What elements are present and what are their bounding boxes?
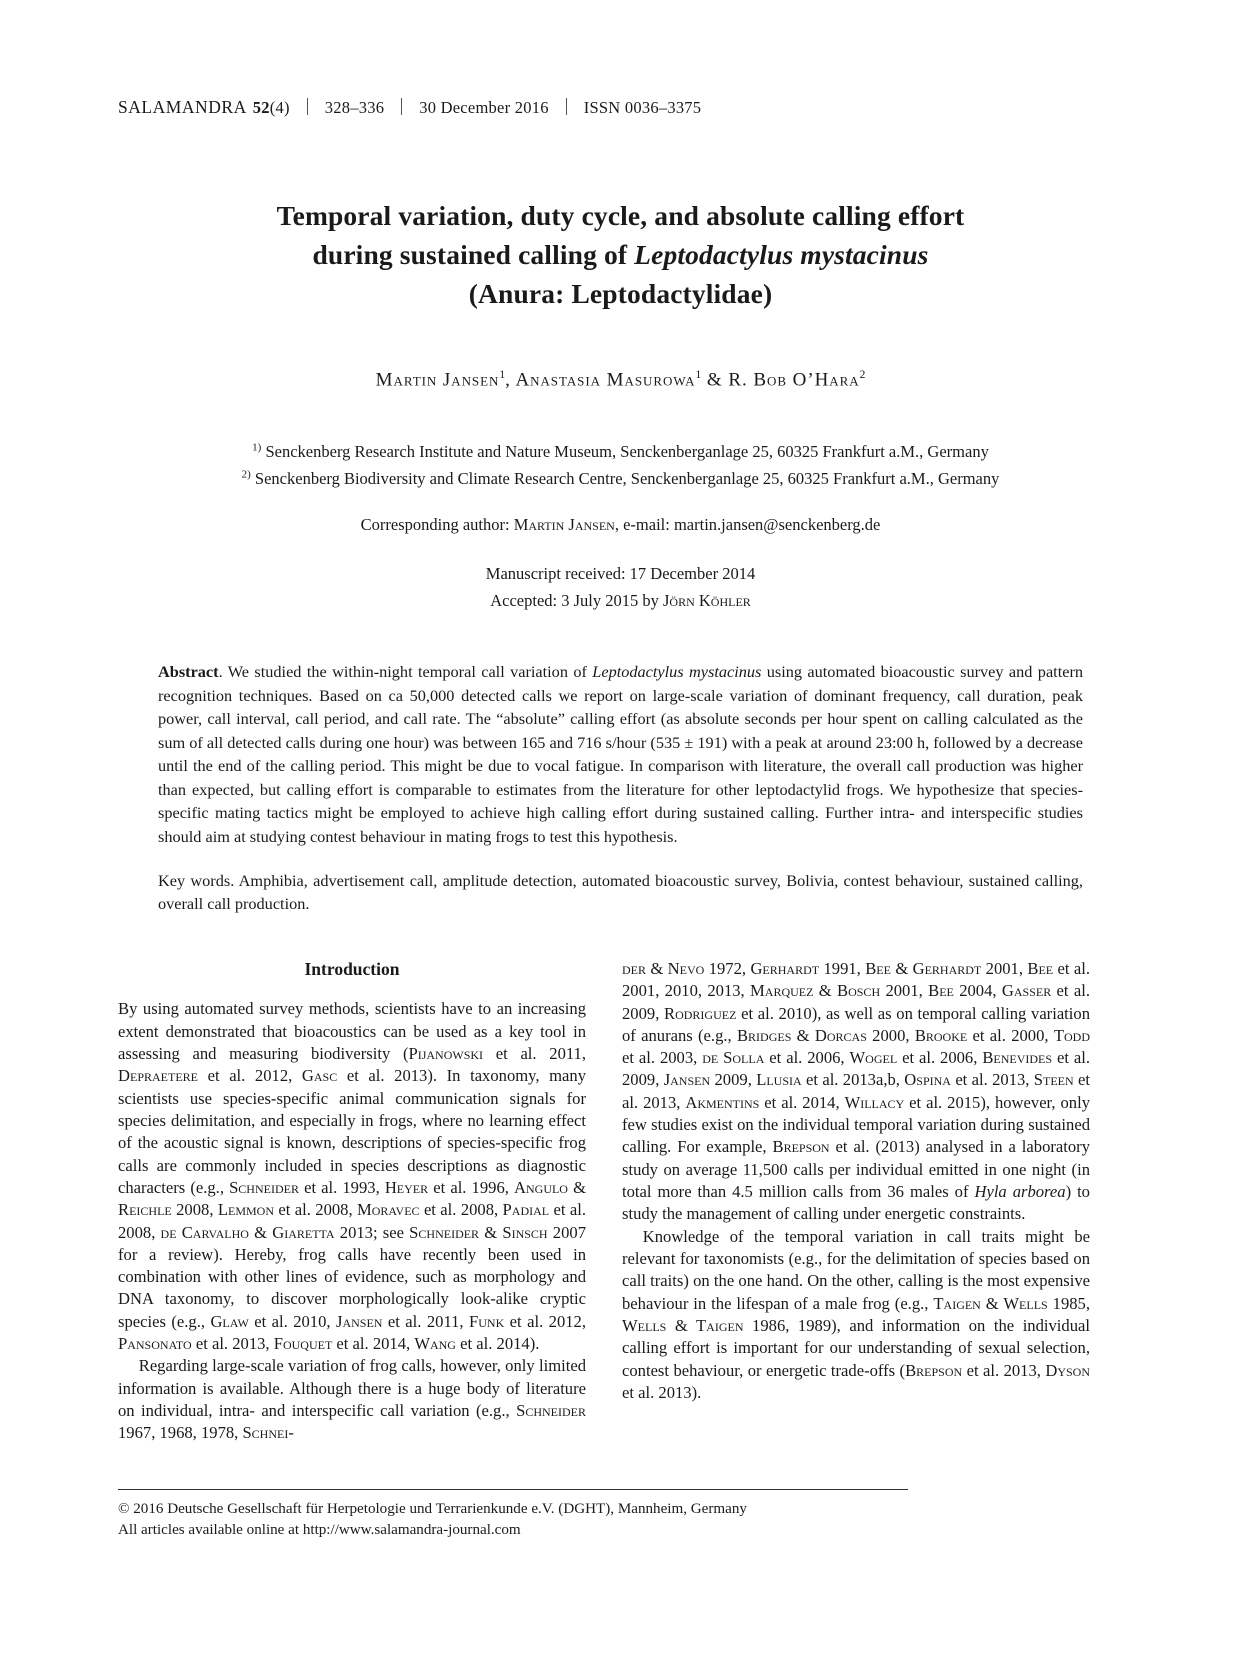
affiliations <box>118 439 1123 492</box>
t: et al. 2010), as well as on temporal calling variation of anurans (e.g., <box>622 1003 1090 1045</box>
t: 2007 for a review). Hereby, frog calls have recently been used in combination with other lines of evidence, such as morphology and DNA taxonomy, to discover morphologically look-alike cryptic species (e.g., <box>118 1222 586 1331</box>
column-right <box>622 958 1090 1445</box>
received-date: Manuscript received: 17 December 2014 <box>485 563 756 583</box>
t: ) to study the management of calling under energetic constraints. <box>622 1182 1090 1224</box>
citation: Jansen <box>335 1311 383 1331</box>
manuscript-dates <box>118 561 1123 614</box>
publication-date: 30 December 2016 <box>419 98 549 117</box>
t: et al. 2008, <box>419 1200 503 1220</box>
body-columns <box>118 958 1123 1445</box>
citation: Marquez & Bosch <box>750 981 881 1001</box>
t: et al. 2013). <box>622 1382 702 1402</box>
t: 1985, <box>1047 1293 1090 1313</box>
t: et al. 2003, <box>622 1048 703 1068</box>
t: et al. (2013) analysed in a laboratory study on average 11,500 calls per individual emitted in one night (in total more than 4.5 million calls from 36 males of <box>622 1137 1090 1201</box>
citation: Taigen & Wells <box>933 1293 1048 1313</box>
t: et al. 2010, <box>248 1311 336 1331</box>
citation: Todd <box>1053 1025 1090 1045</box>
citation: Rodriguez <box>664 1003 737 1023</box>
citation: Steen <box>1033 1070 1074 1090</box>
citation: Heyer <box>384 1177 429 1197</box>
t: et al. 2014). <box>455 1334 540 1354</box>
t: et al. 2009, <box>622 981 1090 1023</box>
t: 1991, <box>819 958 866 978</box>
t: et al. 1996, <box>428 1177 514 1197</box>
citation: Ospina <box>904 1070 951 1090</box>
t: Knowledge of the temporal variation in call traits might be relevant for taxonomists (e.g., for the delimitation of species based on call traits) on the one hand. On the other, calling is the most expensive behaviour in the lifespan of a male frog (e.g., <box>622 1226 1090 1313</box>
citation: Funk <box>469 1311 505 1331</box>
copyright-line: © 2016 Deutsche Gesellschaft für Herpetologie und Terrarienkunde e.V. (DGHT), Mannheim, Germany <box>118 1500 747 1517</box>
citation: Glaw <box>210 1311 249 1331</box>
author-2-affil-marker: 1 <box>695 369 702 382</box>
t: By using automated survey methods, scientists have to an increasing extent demonstrated that bioacoustics can be used as a key tool in assessing and measuring biodiversity ( <box>118 999 586 1064</box>
citation: der & Nevo <box>622 958 705 978</box>
t: 1972, <box>704 958 751 978</box>
citation: Bee & Gerhardt <box>865 958 982 978</box>
citation: Bee <box>1027 958 1054 978</box>
divider <box>401 98 402 115</box>
footer-divider <box>118 1489 908 1490</box>
t: et al. 1993, <box>298 1177 385 1197</box>
affiliation-2-text: Senckenberg Biodiversity and Climate Research Centre, Senckenberganlage 25, 60325 Frankfurt a.M., Germany <box>250 469 1000 489</box>
section-heading-introduction: Introduction <box>304 958 400 979</box>
accepting-editor: Jörn Köhler <box>662 590 751 610</box>
accepted-date <box>118 588 1123 615</box>
citation: Schneider & Sinsch <box>409 1222 548 1242</box>
divider <box>307 98 308 115</box>
citation: Willacy <box>844 1092 905 1112</box>
affiliation-1-marker: 1) <box>252 441 262 454</box>
t: et al. 2001, 2010, 2013, <box>622 958 1090 1001</box>
issue-number: (4) <box>269 98 290 117</box>
citation: Moravec <box>357 1200 420 1220</box>
t: et al. 2000, <box>967 1025 1054 1045</box>
affiliation-1 <box>118 439 1123 466</box>
t: et al. 2006, <box>897 1048 983 1068</box>
title-line-2-prefix: during sustained calling of <box>312 239 635 271</box>
t: 2004, <box>953 981 1002 1001</box>
accepted-label: Accepted: 3 July 2015 by <box>490 590 663 610</box>
t: et al. 2015), however, only few studies exist on the individual temporal variation during sustained calling. For example, <box>622 1092 1091 1157</box>
citation: Wogel <box>849 1048 898 1068</box>
citation: Depraetere <box>118 1066 198 1086</box>
t: 2008, <box>171 1200 218 1220</box>
author-list <box>118 369 1123 391</box>
citation: de Carvalho & Giaretta <box>160 1222 335 1242</box>
author-1-affil-marker: 1 <box>499 369 506 382</box>
citation: Angulo & Reichle <box>118 1177 586 1220</box>
keywords <box>158 869 1083 916</box>
citation: Pansonato <box>118 1334 192 1354</box>
divider <box>566 98 567 115</box>
citation: Dyson <box>1045 1360 1091 1380</box>
running-head <box>118 96 1123 118</box>
t: et al. 2013a,b, <box>801 1070 905 1090</box>
citation: Schneider <box>229 1177 299 1197</box>
t: Regarding large-scale variation of frog calls, however, only limited information is available. Although there is a huge body of literature on individual, intra- and interspecific call variation (e.g., <box>118 1356 586 1421</box>
t: et al. 2013, <box>191 1334 274 1354</box>
page-title <box>118 196 1123 313</box>
t: et al. 2008, <box>274 1200 357 1220</box>
page-range: 328–336 <box>324 98 385 117</box>
journal-name: SALAMANDRA <box>118 97 247 117</box>
citation: Wells & Taigen <box>622 1315 744 1335</box>
t: et al. 2013). In taxonomy, many scientists use species-specific animal communication signals for species delimitation, and especially in frogs, where no learning effect of the acoustic signal is known, descriptions of species-specific frog calls are commonly included in species descriptions as diagnostic characters (e.g., <box>118 1066 586 1197</box>
abstract-species-name: Leptodactylus mystacinus <box>592 662 762 682</box>
abstract-label: Abstract <box>158 662 219 682</box>
author-3-affil-marker: 2 <box>859 369 866 382</box>
citation: Pijanowski <box>408 1044 484 1064</box>
t: et al. 2011, <box>382 1311 470 1331</box>
author-3: R. Bob O’Hara <box>728 369 860 391</box>
affiliation-1-text: Senckenberg Research Institute and Nature Museum, Senckenberganlage 25, 60325 Frankfurt a.M., Germany <box>261 442 989 462</box>
citation: de Solla <box>702 1048 765 1068</box>
paragraph-left-1 <box>118 998 586 1355</box>
t: et al. 2012, <box>197 1066 302 1086</box>
t: 2000, <box>866 1025 915 1045</box>
t: 2001, <box>981 958 1028 978</box>
t: 1967, 1968, 1978, <box>118 1423 243 1443</box>
abstract <box>158 660 1083 848</box>
paragraph-right-2 <box>622 1226 1090 1405</box>
citation: Gasser <box>1001 981 1052 1001</box>
affiliation-2-marker: 2) <box>241 468 251 481</box>
citation: Brepson <box>772 1137 830 1157</box>
citation: Fouquet <box>273 1334 333 1354</box>
citation: Padial <box>502 1200 550 1220</box>
online-availability-line: All articles available online at http://www.salamandra-journal.com <box>118 1522 521 1539</box>
citation: Brepson <box>905 1360 963 1380</box>
citation: Brooke <box>914 1025 968 1045</box>
abstract-text-1: . We studied the within-night temporal call variation of <box>218 662 593 682</box>
t: et al. 2013, <box>622 1070 1091 1112</box>
t: et al. 2008, <box>118 1200 586 1242</box>
citation: Bee <box>928 981 954 1001</box>
keywords-label: Key words. <box>158 870 235 890</box>
t: et al. 2011, <box>483 1044 586 1064</box>
corresponding-label: Corresponding author: <box>360 514 514 534</box>
citation: Schneider <box>516 1401 586 1421</box>
t: 2009, <box>710 1070 757 1090</box>
citation: Gerhardt <box>750 958 820 978</box>
t: et al. 2013, <box>950 1070 1034 1090</box>
citation: Schnei- <box>242 1423 294 1443</box>
citation: Gasc <box>301 1066 338 1086</box>
author-1: Martin Jansen <box>375 369 500 391</box>
keywords-text: Amphibia, advertisement call, amplitude detection, automated bioacoustic survey, Bolivia, contest behaviour, sustained calling, overall call production. <box>158 870 1084 914</box>
citation: Bridges & Dorcas <box>736 1025 867 1045</box>
citation: Akmentins <box>685 1092 760 1112</box>
abstract-text-2: using automated bioacoustic survey and pattern recognition techniques. Based on ca 50,000 detected calls we report on large-scale variation of dominant frequency, call duration, peak power, call interval, call period, and call rate. The “absolute” calling effort (as absolute seconds per hour spent on calling calculated as the sum of all detected calls during one hour) was between 165 and 716 s/hour (535 ± 191) with a peak at around 23:00 h, followed by a decrease until the end of the calling period. This might be due to vocal fatigue. In comparison with literature, the overall call production was higher than expected, but calling effort is comparable to estimates from the literature for other leptodactylid frogs. We hypothesize that species-specific mating tactics might be employed to achieve high calling effort during sustained calling. Further intra- and interspecific studies should aim at studying contest behaviour in mating frogs to test this hypothesis. <box>158 662 1084 846</box>
volume-number: 52 <box>252 98 270 117</box>
title-line-3: (Anura: Leptodactylidae) <box>468 278 773 310</box>
citation: Jansen <box>663 1070 711 1090</box>
t: 1986, 1989), and information on the individual calling effort is important for our understanding of sexual selection, contest behaviour, or energetic trade-offs ( <box>622 1315 1090 1380</box>
corresponding-email: , e-mail: martin.jansen@senckenberg.de <box>614 514 881 534</box>
paragraph-right-1 <box>622 958 1090 1226</box>
author-sep-1: , <box>505 369 516 391</box>
t: et al. 2012, <box>504 1311 586 1331</box>
corresponding-author <box>118 515 1123 535</box>
citation: Llusia <box>756 1070 802 1090</box>
page-footer <box>118 1489 1123 1542</box>
author-sep-2: & <box>701 369 729 391</box>
issn: ISSN 0036–3375 <box>583 98 702 117</box>
column-left <box>118 958 586 1445</box>
title-line-2 <box>118 235 1123 274</box>
t: et al. 2014, <box>332 1334 415 1354</box>
citation: Wang <box>414 1334 456 1354</box>
t: et al. 2009, <box>622 1048 1090 1090</box>
t: et al. 2014, <box>759 1092 845 1112</box>
corresponding-name: Martin Jansen <box>513 514 615 534</box>
affiliation-2 <box>118 466 1123 493</box>
author-2: Anastasia Masurowa <box>515 369 696 391</box>
t: et al. 2013, <box>962 1360 1046 1380</box>
t: et al. 2006, <box>764 1048 850 1068</box>
title-species-name: Leptodactylus mystacinus <box>634 239 929 271</box>
t: 2013; see <box>334 1222 410 1242</box>
citation: Benevides <box>982 1048 1053 1068</box>
citation: Lemmon <box>217 1200 274 1220</box>
paragraph-left-2 <box>118 1355 586 1444</box>
title-line-1: Temporal variation, duty cycle, and absolute calling effort <box>276 200 965 231</box>
t: 2001, <box>880 981 929 1001</box>
species-name: Hyla arborea <box>974 1182 1066 1201</box>
